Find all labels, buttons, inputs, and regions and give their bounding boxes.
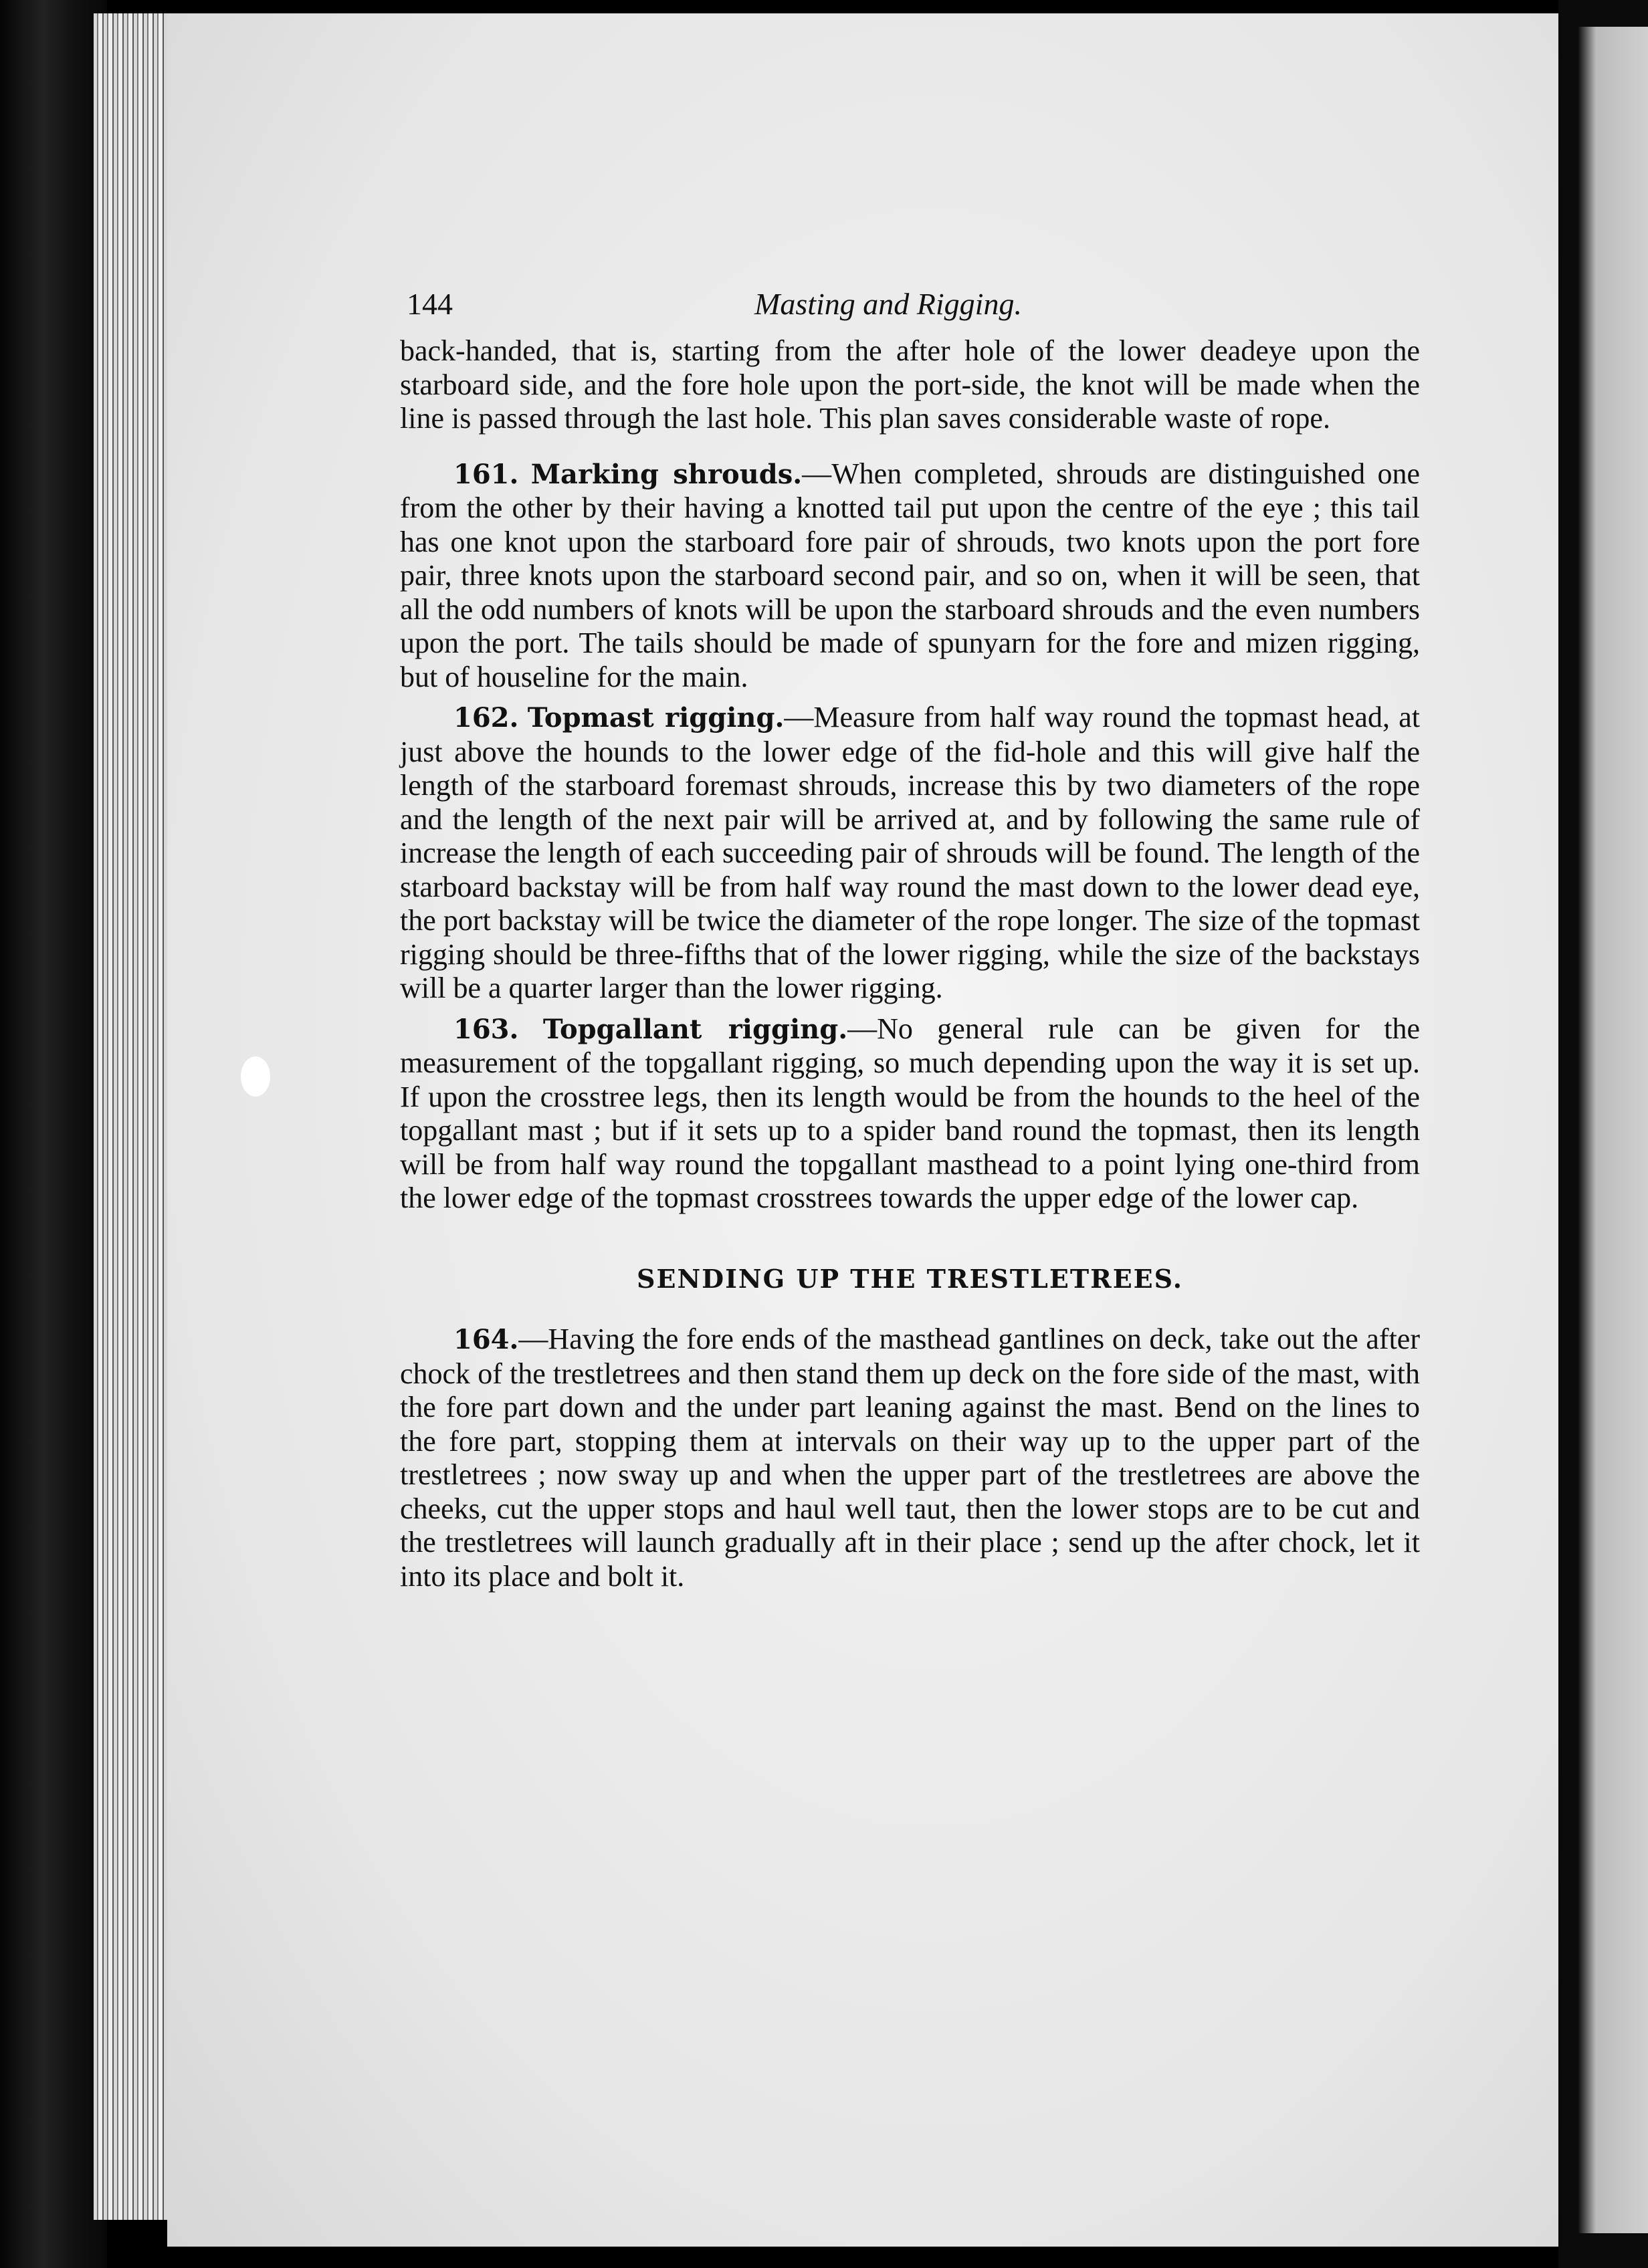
page-header [400,288,1420,334]
running-head: Masting and Rigging. [754,287,1022,321]
book-spine [0,0,107,2268]
paragraph-body: —When completed, shrouds are distinguished one from the other by their having a knotted tail put upon the centre of the eye ; this tail has one knot upon the starboard fore pair of shrouds, two knots upon the port fore pair, three knots upon the starboard second pair, and so on, when it will be seen, that all the odd numbers of knots will be upon the starboard shrouds and the even numbers upon the port. The tails should be made of spunyarn for the fore and mizen rigging, but of houseline for the main. [400,457,1421,693]
paragraph-body: —No general rule can be given for the measurement of the topgallant rigging, so much depending upon the way it is set up. If upon the crosstree legs, then its length would be from the hounds to the heel of the topgallant mast ; but if it sets up to a spider band round the topmast, then its length will be from half way round the topgallant masthead to a point lying one-third from the lower edge of the topmast crosstrees towards the upper edge of the lower cap. [400,1012,1421,1214]
page-edges [94,13,174,2220]
paragraph-number: 162. [453,702,519,733]
paragraph-topic: Topgallant rigging. [542,1013,848,1045]
paragraph-body: —Having the fore ends of the masthead gantlines on deck, take out the after chock of the trestletrees and then stand them up deck on the fore side of the mast, with the fore part down and the under part leaning against the mast. Bend on the lines to the fore part, stopping them at intervals on their way up to the upper part of the trestletrees ; now sway up and when the upper part of the trestletrees are above the cheeks, cut the upper stops and haul well taut, then the lower stops are to be cut and the trestletrees will launch gradually aft in their place ; send up the after chock, let it into its place and bolt it. [400,1323,1420,1593]
paragraph-body: —Measure from half way round the topmast head, at just above the hounds to the lower edge of the fid-hole and this will give half the length of the starboard foremast shrouds, increase this by two diameters of the rope and the length of the next pair will be arrived at, and by following the same rule of increase the length of each succeeding pair of shrouds will be found. The length of the starboard backstay will be from half way round the mast down to the lower dead eye, the port backstay will be twice the diameter of the rope longer. The size of the topmast rigging should be three-fifths that of the lower rigging, while the size of the backstays will be a quarter larger than the lower rigging. [400,701,1420,1004]
paragraph-number: 163. [453,1013,519,1045]
facing-page-edge [1578,27,1648,2233]
paragraph-number: 161. [453,458,519,490]
paragraph-continuation: back-handed, that is, starting from the after hole of the lower deadeye upon the starboard side, and the fore hole upon the port-side, the knot will be made when the line is passed through the last hole. This plan saves considerable waste of rope. [400,334,1420,435]
page-number: 144 [407,287,453,321]
paragraph-163 [400,1012,1420,1216]
paragraph-161 [400,457,1420,695]
paragraph-164 [400,1323,1420,1593]
paragraph-162 [400,701,1420,1006]
paragraph-topic: Marking shrouds. [530,458,803,490]
paragraph-topic: Topmast rigging. [527,702,785,733]
section-heading: SENDING UP THE TRESTLETREES. [637,1263,1183,1294]
paper-blot [241,1056,270,1097]
page-text [400,288,1420,1593]
paragraph-number: 164. [453,1324,519,1355]
